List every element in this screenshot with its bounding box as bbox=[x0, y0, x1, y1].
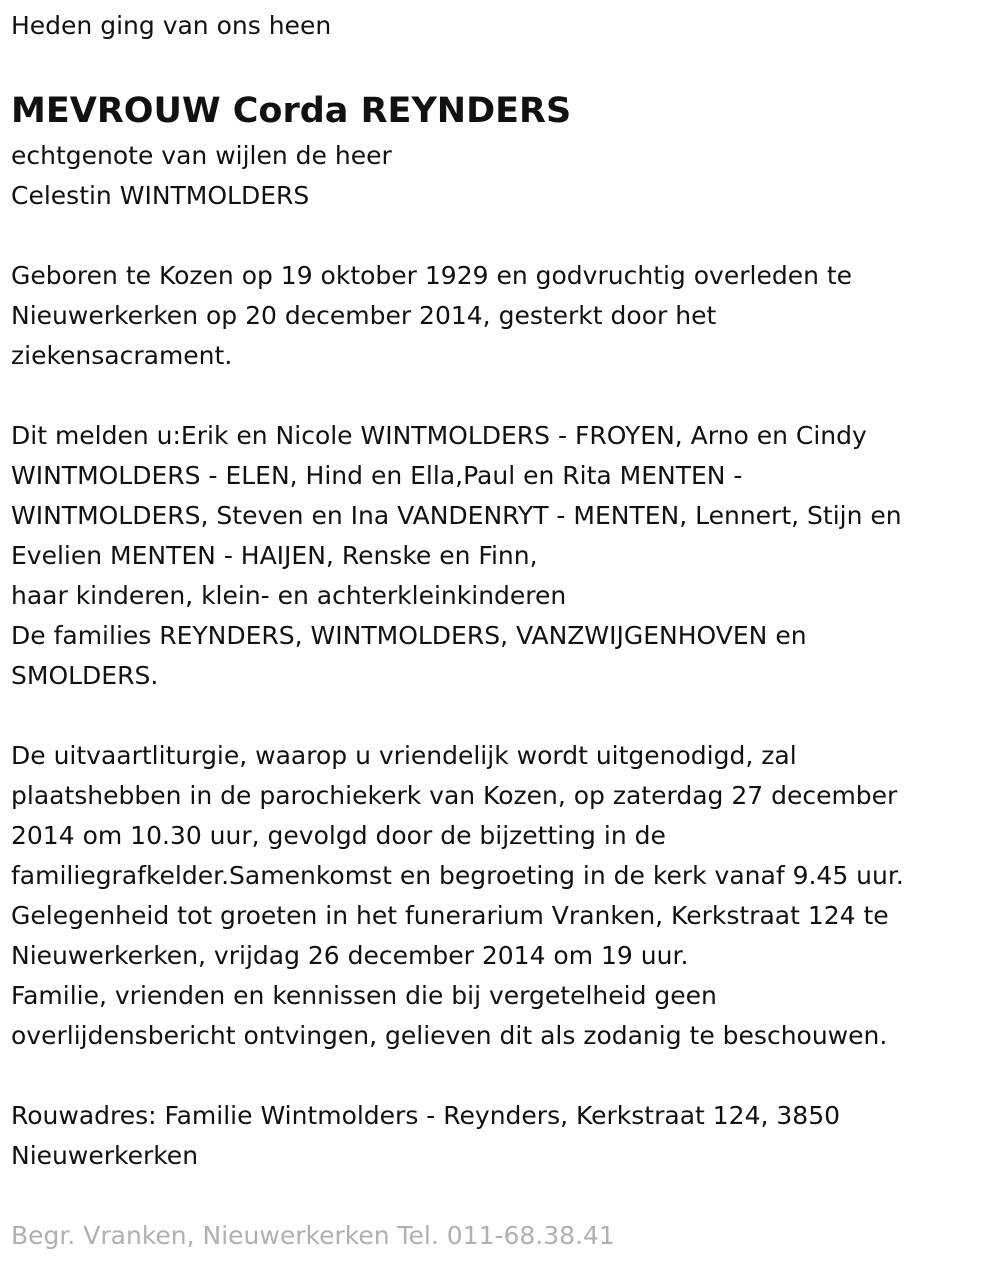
funeral-line: Nieuwerkerken, vrijdag 26 december 2014 om 19 uur. bbox=[11, 941, 689, 970]
family-line: De families REYNDERS, WINTMOLDERS, VANZWIJGENHOVEN en bbox=[11, 621, 807, 650]
address-line: Rouwadres: Familie Wintmolders - Reynders, Kerkstraat 124, 3850 bbox=[11, 1101, 841, 1130]
birth-death-line: Nieuwerkerken op 20 december 2014, gesterkt door het bbox=[11, 301, 717, 330]
funeral-line: Familie, vrienden en kennissen die bij vergetelheid geen bbox=[11, 981, 717, 1010]
funeral-line: De uitvaartliturgie, waarop u vriendelijk wordt uitgenodigd, zal bbox=[11, 741, 797, 770]
mourning-address bbox=[11, 1096, 1000, 1176]
birth-death-line: ziekensacrament. bbox=[11, 341, 233, 370]
spouse-line: echtgenote van wijlen de heer bbox=[11, 141, 392, 170]
family-line: SMOLDERS. bbox=[11, 661, 159, 690]
birth-death-line: Geboren te Kozen op 19 oktober 1929 en godvruchtig overleden te bbox=[11, 261, 853, 290]
spouse-line: Celestin WINTMOLDERS bbox=[11, 181, 310, 210]
funeral-paragraph bbox=[11, 736, 1000, 1056]
funeral-line: Gelegenheid tot groeten in het funerarium Vranken, Kerkstraat 124 te bbox=[11, 901, 889, 930]
funeral-line: familiegrafkelder.Samenkomst en begroeting in de kerk vanaf 9.45 uur. bbox=[11, 861, 904, 890]
address-line: Nieuwerkerken bbox=[11, 1141, 199, 1170]
funeral-home-footer: Begr. Vranken, Nieuwerkerken Tel. 011-68.38.41 bbox=[11, 1221, 615, 1250]
family-line: Evelien MENTEN - HAIJEN, Renske en Finn, bbox=[11, 541, 538, 570]
funeral-line: plaatshebben in de parochiekerk van Kozen, op zaterdag 27 december bbox=[11, 781, 898, 810]
family-line: haar kinderen, klein- en achterkleinkinderen bbox=[11, 581, 567, 610]
family-paragraph bbox=[11, 416, 1000, 696]
funeral-line: overlijdensbericht ontvingen, gelieven dit als zodanig te beschouwen. bbox=[11, 1021, 888, 1050]
family-line: Dit melden u:Erik en Nicole WINTMOLDERS - FROYEN, Arno en Cindy bbox=[11, 421, 867, 450]
birth-death-paragraph bbox=[11, 256, 1000, 376]
intro-text: Heden ging van ons heen bbox=[11, 11, 332, 40]
deceased-name: MEVROUW Corda REYNDERS bbox=[11, 91, 572, 131]
family-line: WINTMOLDERS, Steven en Ina VANDENRYT - MENTEN, Lennert, Stijn en bbox=[11, 501, 902, 530]
spouse-block bbox=[11, 136, 1000, 216]
family-line: WINTMOLDERS - ELEN, Hind en Ella,Paul en Rita MENTEN - bbox=[11, 461, 743, 490]
funeral-line: 2014 om 10.30 uur, gevolgd door de bijzetting in de bbox=[11, 821, 666, 850]
